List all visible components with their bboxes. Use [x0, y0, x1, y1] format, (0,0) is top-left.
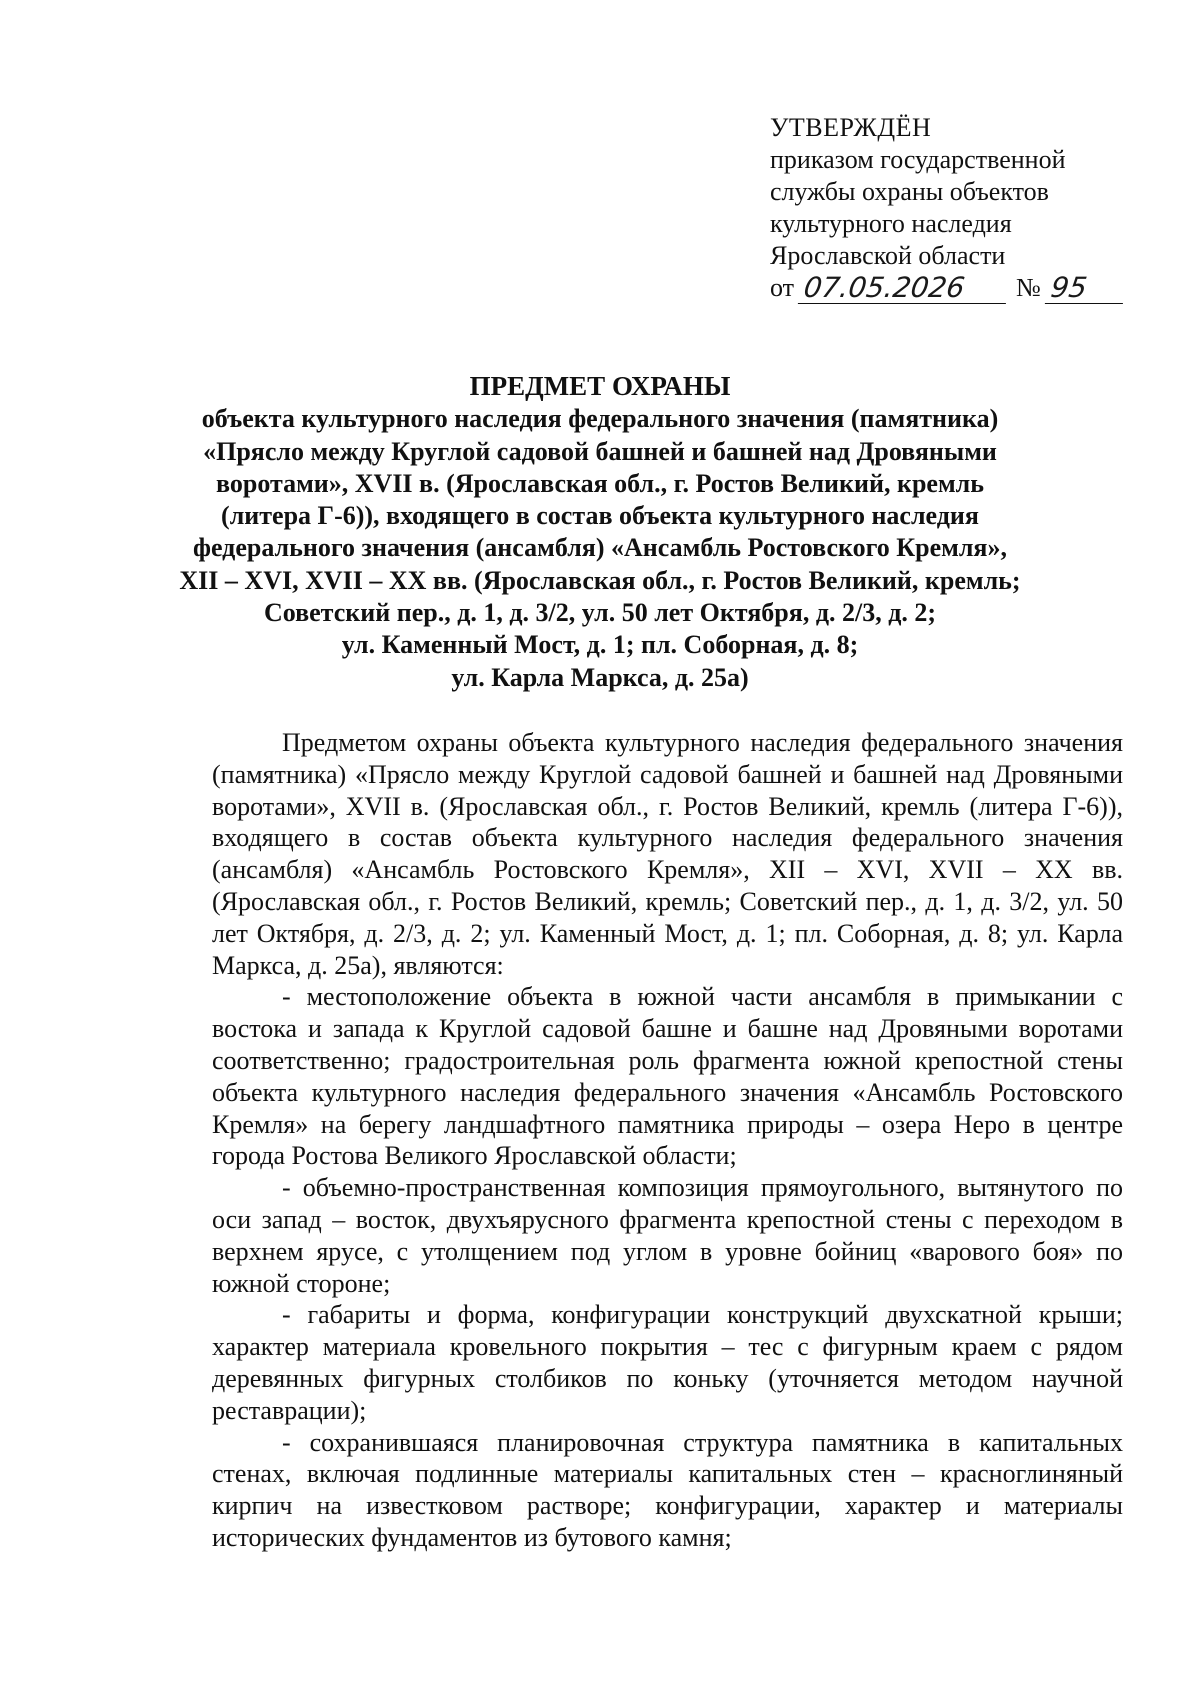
- title-line: ул. Каменный Мост, д. 1; пл. Соборная, д. 8;: [341, 630, 859, 660]
- handwritten-order-number: 95: [1045, 273, 1127, 304]
- order-date-number-line: [770, 272, 1160, 304]
- approval-line-3: культурного наследия: [770, 209, 1012, 238]
- approval-line-2: службы охраны объектов: [770, 177, 1049, 206]
- document-heading: ПРЕДМЕТ ОХРАНЫ: [469, 371, 731, 401]
- title-line: ул. Карла Маркса, д. 25а): [451, 662, 749, 692]
- approval-line-1: приказом государственной: [770, 145, 1066, 174]
- intro-paragraph: Предметом охраны объекта культурного наследия федерального значения (памятника) «Прясло между Круглой садовой башней и башней над Дровяными воротами», XVII в. (Ярославская обл., г. Ростов Великий, кремль (литера Г-6)), входящего в состав объекта культурного наследия федерального значения (ансамбля) «Ансамбль Ростовского Кремля», XII – XVI, XVII – XX вв. (Ярославская обл., г. Ростов Великий, кремль; Советский пер., д. 1, д. 3/2, ул. 50 лет Октября, д. 2/3, д. 2; ул. Каменный Мост, д. 1; пл. Соборная, д. 8; ул. Карла Маркса, д. 25а), являются:: [212, 728, 1123, 980]
- list-item-location: - местоположение объекта в южной части ансамбля в примыкании с востока и запада к Круглой садовой башне и башне над Дровяными воротами соответственно; градостроительная роль фрагмента южной крепостной стены объекта культурного наследия федерального значения «Ансамбль Ростовского Кремля» на берегу ландшафтного памятника природы – озера Неро в центре города Ростова Великого Ярославской области;: [212, 982, 1123, 1171]
- document-body: [212, 727, 1123, 1554]
- approval-line-4: Ярославской области: [770, 241, 1006, 270]
- document-title-block: [170, 370, 1030, 694]
- title-line: воротами», XVII в. (Ярославская обл., г. Ростов Великий, кремль: [216, 468, 984, 498]
- from-label: от: [770, 273, 795, 302]
- approved-label: УТВЕРЖДЁН: [770, 113, 932, 142]
- number-label: №: [1016, 273, 1041, 302]
- list-item-structure: - сохранившаяся планировочная структура памятника в капитальных стенах, включая подлинные материалы капитальных стен – красноглиняный кирпич на известковом растворе; конфигурации, характер и материалы исторических фундаментов из бутового камня;: [212, 1427, 1123, 1552]
- title-line: XII – XVI, XVII – XX вв. (Ярославская обл., г. Ростов Великий, кремль;: [179, 565, 1021, 595]
- handwritten-order-date: 07.05.2026: [798, 273, 1010, 304]
- list-item-roof: - габариты и форма, конфигурации конструкций двухскатной крыши; характер материала кровельного покрытия – тес с фигурным краем с рядом деревянных фигурных столбиков по коньку (уточняется методом научной реставрации);: [212, 1300, 1123, 1425]
- approval-stamp-block: [770, 112, 1160, 304]
- title-line: (литера Г-6)), входящего в состав объекта культурного наследия: [221, 501, 979, 531]
- title-line: Советский пер., д. 1, д. 3/2, ул. 50 лет Октября, д. 2/3, д. 2;: [263, 598, 937, 628]
- list-item-composition: - объемно-пространственная композиция прямоугольного, вытянутого по оси запад – восток, двухъярусного фрагмента крепостной стены с переходом в верхнем ярусе, с утолщением под углом в уровне бойниц «варового боя» по южной стороне;: [212, 1173, 1123, 1298]
- title-line: объекта культурного наследия федерального значения (памятника): [201, 404, 999, 434]
- title-line: «Прясло между Круглой садовой башней и башней над Дровяными: [203, 436, 997, 466]
- title-line: федерального значения (ансамбля) «Ансамбль Ростовского Кремля»,: [192, 533, 1007, 563]
